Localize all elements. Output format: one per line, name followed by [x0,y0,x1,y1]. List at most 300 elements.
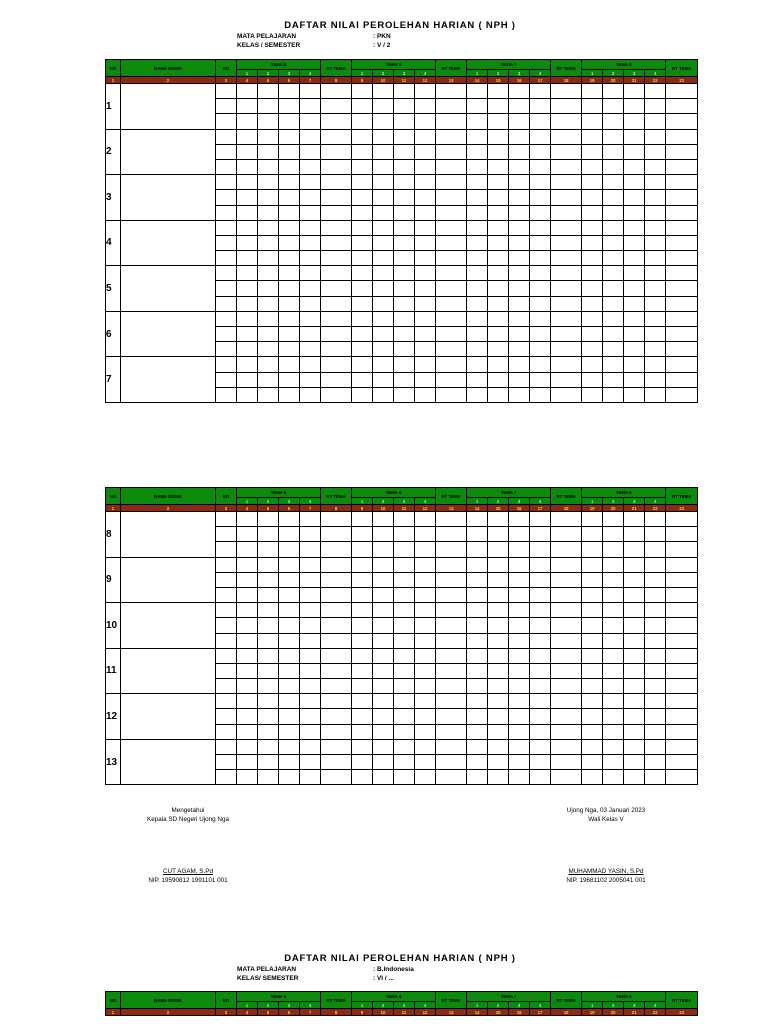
grade-cell[interactable] [237,527,258,542]
student-name-cell[interactable] [121,557,216,603]
grade-cell[interactable] [237,709,258,724]
grade-cell[interactable] [258,251,279,266]
grade-cell[interactable] [394,755,415,770]
grade-cell[interactable] [237,557,258,572]
grade-cell[interactable] [530,512,551,527]
grade-cell[interactable] [645,144,666,159]
grade-cell[interactable] [300,159,321,174]
grade-cell[interactable] [582,190,603,205]
grade-cell[interactable] [582,724,603,739]
grade-cell[interactable] [582,220,603,235]
grade-cell[interactable] [645,572,666,587]
grade-cell[interactable] [509,770,530,785]
grade-cell[interactable] [436,296,467,311]
grade-cell[interactable] [645,175,666,190]
grade-cell[interactable] [415,724,436,739]
grade-cell[interactable] [551,129,582,144]
grade-cell[interactable] [530,618,551,633]
grade-cell[interactable] [216,144,237,159]
grade-cell[interactable] [373,587,394,602]
grade-cell[interactable] [603,512,624,527]
grade-cell[interactable] [603,709,624,724]
grade-cell[interactable] [394,527,415,542]
grade-cell[interactable] [216,512,237,527]
grade-cell[interactable] [300,281,321,296]
grade-cell[interactable] [352,755,373,770]
grade-cell[interactable] [624,572,645,587]
grade-cell[interactable] [415,327,436,342]
grade-cell[interactable] [551,175,582,190]
grade-cell[interactable] [509,648,530,663]
grade-cell[interactable] [436,372,467,387]
grade-cell[interactable] [415,220,436,235]
grade-cell[interactable] [216,618,237,633]
grade-cell[interactable] [415,266,436,281]
grade-cell[interactable] [603,327,624,342]
grade-cell[interactable] [373,99,394,114]
grade-cell[interactable] [352,281,373,296]
grade-cell[interactable] [300,114,321,129]
grade-cell[interactable] [300,512,321,527]
grade-cell[interactable] [436,557,467,572]
grade-cell[interactable] [216,603,237,618]
grade-cell[interactable] [645,296,666,311]
grade-cell[interactable] [237,251,258,266]
grade-cell[interactable] [300,372,321,387]
grade-cell[interactable] [624,770,645,785]
grade-cell[interactable] [509,266,530,281]
grade-cell[interactable] [352,587,373,602]
grade-cell[interactable] [509,114,530,129]
grade-cell[interactable] [645,357,666,372]
grade-cell[interactable] [488,542,509,557]
grade-cell[interactable] [666,84,698,99]
grade-cell[interactable] [258,512,279,527]
grade-cell[interactable] [645,99,666,114]
grade-cell[interactable] [279,205,300,220]
grade-cell[interactable] [216,251,237,266]
grade-cell[interactable] [373,527,394,542]
grade-cell[interactable] [373,144,394,159]
grade-cell[interactable] [258,542,279,557]
grade-cell[interactable] [645,129,666,144]
grade-cell[interactable] [321,296,352,311]
grade-cell[interactable] [551,357,582,372]
grade-cell[interactable] [415,603,436,618]
grade-cell[interactable] [373,739,394,754]
grade-cell[interactable] [488,603,509,618]
grade-cell[interactable] [467,770,488,785]
grade-cell[interactable] [467,235,488,250]
grade-cell[interactable] [436,159,467,174]
grade-cell[interactable] [258,694,279,709]
grade-cell[interactable] [624,694,645,709]
grade-cell[interactable] [436,205,467,220]
grade-cell[interactable] [488,633,509,648]
grade-cell[interactable] [394,220,415,235]
grade-cell[interactable] [415,357,436,372]
grade-cell[interactable] [415,251,436,266]
student-name-cell[interactable] [121,84,216,130]
student-name-cell[interactable] [121,129,216,175]
grade-cell[interactable] [258,311,279,326]
grade-cell[interactable] [582,296,603,311]
grade-cell[interactable] [237,724,258,739]
grade-cell[interactable] [603,770,624,785]
grade-cell[interactable] [582,512,603,527]
grade-cell[interactable] [300,603,321,618]
grade-cell[interactable] [321,587,352,602]
grade-cell[interactable] [237,296,258,311]
grade-cell[interactable] [645,648,666,663]
grade-cell[interactable] [488,387,509,402]
grade-cell[interactable] [436,175,467,190]
grade-cell[interactable] [645,372,666,387]
grade-cell[interactable] [237,220,258,235]
grade-cell[interactable] [509,159,530,174]
grade-cell[interactable] [300,357,321,372]
grade-cell[interactable] [603,387,624,402]
grade-cell[interactable] [394,175,415,190]
student-name-cell[interactable] [121,694,216,740]
grade-cell[interactable] [216,694,237,709]
grade-cell[interactable] [488,220,509,235]
grade-cell[interactable] [394,235,415,250]
grade-cell[interactable] [352,372,373,387]
grade-cell[interactable] [300,739,321,754]
grade-cell[interactable] [436,220,467,235]
grade-cell[interactable] [603,99,624,114]
grade-cell[interactable] [467,220,488,235]
grade-cell[interactable] [488,663,509,678]
grade-cell[interactable] [582,527,603,542]
grade-cell[interactable] [415,311,436,326]
grade-cell[interactable] [216,175,237,190]
grade-cell[interactable] [645,663,666,678]
grade-cell[interactable] [394,205,415,220]
grade-cell[interactable] [582,633,603,648]
grade-cell[interactable] [373,327,394,342]
grade-cell[interactable] [352,114,373,129]
grade-cell[interactable] [415,159,436,174]
grade-cell[interactable] [582,357,603,372]
grade-cell[interactable] [624,679,645,694]
grade-cell[interactable] [394,679,415,694]
grade-cell[interactable] [624,266,645,281]
grade-cell[interactable] [624,587,645,602]
grade-cell[interactable] [300,770,321,785]
grade-cell[interactable] [467,205,488,220]
grade-cell[interactable] [300,557,321,572]
grade-cell[interactable] [394,512,415,527]
grade-cell[interactable] [258,372,279,387]
grade-cell[interactable] [645,159,666,174]
grade-cell[interactable] [530,144,551,159]
grade-cell[interactable] [509,679,530,694]
grade-cell[interactable] [258,603,279,618]
grade-cell[interactable] [488,190,509,205]
grade-cell[interactable] [666,220,698,235]
grade-cell[interactable] [216,739,237,754]
grade-cell[interactable] [436,266,467,281]
grade-cell[interactable] [415,770,436,785]
grade-cell[interactable] [279,372,300,387]
grade-cell[interactable] [624,603,645,618]
grade-cell[interactable] [436,724,467,739]
grade-cell[interactable] [415,281,436,296]
grade-cell[interactable] [300,327,321,342]
grade-cell[interactable] [530,694,551,709]
grade-cell[interactable] [279,190,300,205]
grade-cell[interactable] [237,99,258,114]
grade-cell[interactable] [582,709,603,724]
grade-cell[interactable] [509,633,530,648]
grade-cell[interactable] [467,114,488,129]
grade-cell[interactable] [530,739,551,754]
grade-cell[interactable] [551,542,582,557]
grade-cell[interactable] [279,220,300,235]
grade-cell[interactable] [258,327,279,342]
grade-cell[interactable] [582,603,603,618]
grade-cell[interactable] [394,663,415,678]
grade-cell[interactable] [624,159,645,174]
grade-cell[interactable] [258,739,279,754]
grade-cell[interactable] [321,251,352,266]
grade-cell[interactable] [530,542,551,557]
grade-cell[interactable] [300,527,321,542]
grade-cell[interactable] [237,587,258,602]
grade-cell[interactable] [666,357,698,372]
grade-cell[interactable] [321,542,352,557]
grade-cell[interactable] [415,755,436,770]
grade-cell[interactable] [279,694,300,709]
grade-cell[interactable] [373,190,394,205]
grade-cell[interactable] [467,694,488,709]
grade-cell[interactable] [467,724,488,739]
grade-cell[interactable] [394,724,415,739]
grade-cell[interactable] [467,311,488,326]
grade-cell[interactable] [300,266,321,281]
grade-cell[interactable] [603,205,624,220]
grade-cell[interactable] [373,618,394,633]
grade-cell[interactable] [352,739,373,754]
grade-cell[interactable] [530,527,551,542]
grade-cell[interactable] [436,572,467,587]
grade-cell[interactable] [373,724,394,739]
grade-cell[interactable] [488,512,509,527]
grade-cell[interactable] [321,572,352,587]
grade-cell[interactable] [624,175,645,190]
grade-cell[interactable] [415,342,436,357]
grade-cell[interactable] [666,296,698,311]
grade-cell[interactable] [373,694,394,709]
grade-cell[interactable] [488,205,509,220]
grade-cell[interactable] [530,175,551,190]
grade-cell[interactable] [624,618,645,633]
grade-cell[interactable] [509,129,530,144]
grade-cell[interactable] [258,663,279,678]
grade-cell[interactable] [394,694,415,709]
grade-cell[interactable] [624,724,645,739]
grade-cell[interactable] [551,739,582,754]
grade-cell[interactable] [666,679,698,694]
grade-cell[interactable] [488,372,509,387]
grade-cell[interactable] [216,205,237,220]
grade-cell[interactable] [645,770,666,785]
grade-cell[interactable] [666,190,698,205]
grade-cell[interactable] [279,679,300,694]
grade-cell[interactable] [551,99,582,114]
grade-cell[interactable] [258,235,279,250]
grade-cell[interactable] [509,542,530,557]
grade-cell[interactable] [645,679,666,694]
grade-cell[interactable] [467,603,488,618]
grade-cell[interactable] [530,557,551,572]
grade-cell[interactable] [279,114,300,129]
grade-cell[interactable] [436,251,467,266]
grade-cell[interactable] [666,235,698,250]
grade-cell[interactable] [352,618,373,633]
grade-cell[interactable] [582,266,603,281]
grade-cell[interactable] [488,235,509,250]
grade-cell[interactable] [216,84,237,99]
grade-cell[interactable] [237,618,258,633]
grade-cell[interactable] [624,357,645,372]
grade-cell[interactable] [645,694,666,709]
grade-cell[interactable] [551,618,582,633]
grade-cell[interactable] [373,175,394,190]
grade-cell[interactable] [467,387,488,402]
grade-cell[interactable] [352,144,373,159]
grade-cell[interactable] [258,618,279,633]
grade-cell[interactable] [258,159,279,174]
grade-cell[interactable] [603,603,624,618]
grade-cell[interactable] [488,296,509,311]
grade-cell[interactable] [488,724,509,739]
grade-cell[interactable] [645,512,666,527]
grade-cell[interactable] [624,281,645,296]
grade-cell[interactable] [237,235,258,250]
grade-cell[interactable] [488,679,509,694]
grade-cell[interactable] [603,357,624,372]
grade-cell[interactable] [321,527,352,542]
grade-cell[interactable] [645,709,666,724]
grade-cell[interactable] [352,129,373,144]
grade-cell[interactable] [279,770,300,785]
grade-cell[interactable] [509,327,530,342]
grade-cell[interactable] [645,527,666,542]
grade-cell[interactable] [237,114,258,129]
grade-cell[interactable] [551,633,582,648]
grade-cell[interactable] [645,542,666,557]
grade-cell[interactable] [551,587,582,602]
grade-cell[interactable] [582,327,603,342]
grade-cell[interactable] [216,663,237,678]
grade-cell[interactable] [582,84,603,99]
grade-cell[interactable] [582,205,603,220]
grade-cell[interactable] [603,633,624,648]
grade-cell[interactable] [258,679,279,694]
grade-cell[interactable] [352,296,373,311]
grade-cell[interactable] [237,542,258,557]
grade-cell[interactable] [436,618,467,633]
grade-cell[interactable] [582,755,603,770]
grade-cell[interactable] [300,175,321,190]
grade-cell[interactable] [279,281,300,296]
grade-cell[interactable] [279,755,300,770]
grade-cell[interactable] [603,587,624,602]
grade-cell[interactable] [436,342,467,357]
grade-cell[interactable] [279,266,300,281]
grade-cell[interactable] [321,175,352,190]
grade-cell[interactable] [237,372,258,387]
grade-cell[interactable] [373,311,394,326]
grade-cell[interactable] [415,144,436,159]
student-name-cell[interactable] [121,175,216,221]
grade-cell[interactable] [624,114,645,129]
grade-cell[interactable] [415,739,436,754]
grade-cell[interactable] [237,679,258,694]
grade-cell[interactable] [436,679,467,694]
grade-cell[interactable] [216,114,237,129]
grade-cell[interactable] [279,159,300,174]
grade-cell[interactable] [258,281,279,296]
grade-cell[interactable] [551,724,582,739]
grade-cell[interactable] [509,512,530,527]
grade-cell[interactable] [258,190,279,205]
grade-cell[interactable] [415,129,436,144]
grade-cell[interactable] [467,327,488,342]
grade-cell[interactable] [530,220,551,235]
grade-cell[interactable] [216,679,237,694]
grade-cell[interactable] [530,603,551,618]
grade-cell[interactable] [258,99,279,114]
grade-cell[interactable] [582,663,603,678]
grade-cell[interactable] [624,205,645,220]
grade-cell[interactable] [279,527,300,542]
grade-cell[interactable] [467,190,488,205]
grade-cell[interactable] [216,572,237,587]
grade-cell[interactable] [352,724,373,739]
grade-cell[interactable] [258,266,279,281]
grade-cell[interactable] [436,648,467,663]
grade-cell[interactable] [509,618,530,633]
grade-cell[interactable] [509,205,530,220]
grade-cell[interactable] [467,587,488,602]
grade-cell[interactable] [624,527,645,542]
grade-cell[interactable] [352,694,373,709]
grade-cell[interactable] [279,251,300,266]
grade-cell[interactable] [551,387,582,402]
grade-cell[interactable] [603,342,624,357]
grade-cell[interactable] [603,144,624,159]
grade-cell[interactable] [509,190,530,205]
grade-cell[interactable] [237,633,258,648]
grade-cell[interactable] [216,557,237,572]
grade-cell[interactable] [216,281,237,296]
grade-cell[interactable] [321,633,352,648]
grade-cell[interactable] [279,235,300,250]
grade-cell[interactable] [551,144,582,159]
grade-cell[interactable] [624,251,645,266]
grade-cell[interactable] [436,190,467,205]
grade-cell[interactable] [645,311,666,326]
grade-cell[interactable] [582,648,603,663]
grade-cell[interactable] [394,129,415,144]
grade-cell[interactable] [551,296,582,311]
grade-cell[interactable] [624,190,645,205]
grade-cell[interactable] [394,342,415,357]
